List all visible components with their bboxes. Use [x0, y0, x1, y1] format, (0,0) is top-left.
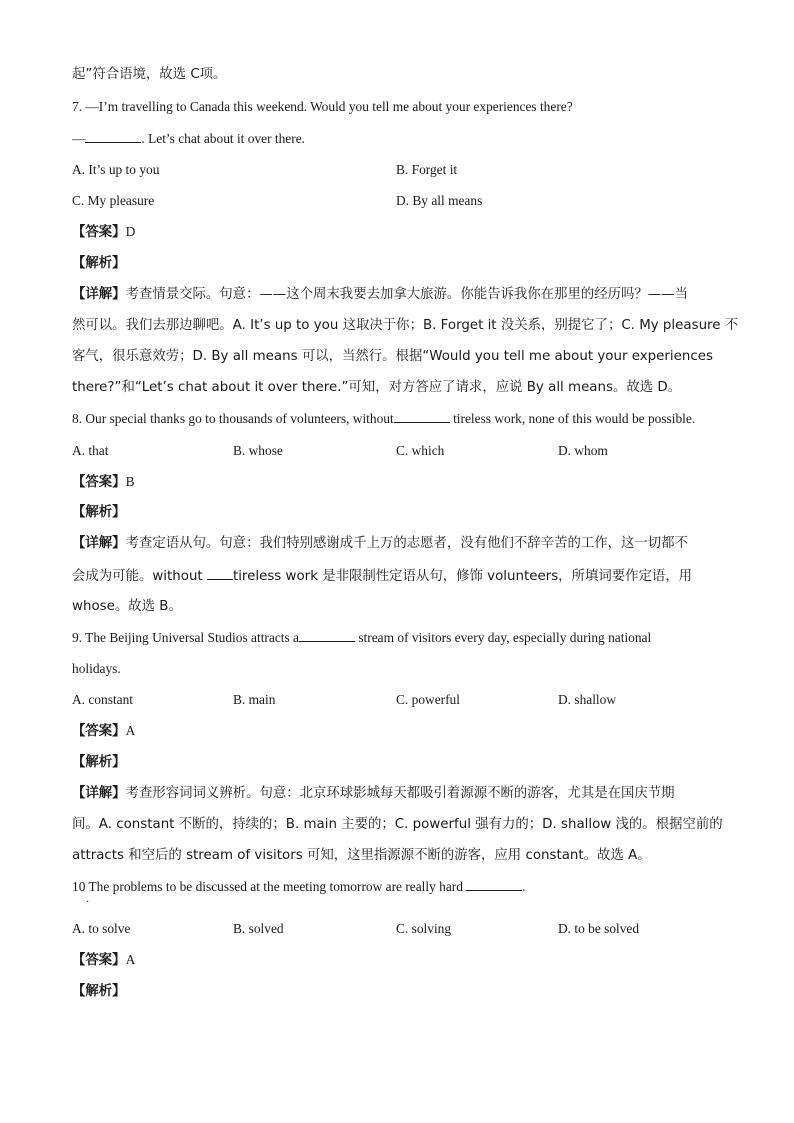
detail-line: [72, 567, 692, 586]
answer-tag: 【答案】: [72, 724, 126, 739]
question-7-stem: 7. —I’m travelling to Canada this weekend. Would you tell me about your experiences there?: [72, 99, 573, 114]
stem-part: 10 The problems to be discussed at the meeting tomorrow are really hard: [72, 879, 467, 894]
detail-line: 客气，很乐意效劳；D. By all means 可以，当然行。根据“Would you tell me about your experiences: [72, 349, 713, 364]
option-c: C. which: [396, 443, 445, 458]
answer-value: A: [125, 952, 136, 967]
question-7-reply: . Let’s chat about it over there.: [141, 131, 305, 146]
question-9-stem-continued: holidays.: [72, 661, 121, 676]
detail-tag: 【详解】: [72, 536, 126, 551]
detail-text: 考查情景交际。句意：——这个周末我要去加拿大旅游。你能告诉我你在那里的经历吗？——当: [125, 287, 688, 302]
answer-value: B: [125, 474, 135, 489]
detail-line: 然可以。我们去那边聊吧。A. It’s up to you 这取决于你；B. Forget it 没关系，别提它了；C. My pleasure 不: [72, 318, 739, 333]
stray-dot: ·: [86, 897, 90, 908]
detail-line: [72, 785, 675, 803]
answer-blank: [394, 410, 450, 423]
option-d: D. By all means: [396, 193, 483, 208]
stem-part: tireless work, none of this would be possible.: [453, 411, 696, 426]
detail-text: 会成为可能。without: [72, 569, 207, 584]
analysis-tag: 【解析】: [72, 984, 126, 999]
analysis-tag: 【解析】: [72, 256, 126, 271]
dash: —: [72, 131, 86, 146]
option-b: B. Forget it: [396, 162, 458, 177]
analysis-tag: 【解析】: [72, 755, 126, 770]
answer-blank: [299, 629, 355, 642]
question-9-stem: [72, 629, 651, 647]
detail-line: attracts 和空后的 stream of visitors 可知，这里指源源不断的游客，应用 constant。故选 A。: [72, 848, 651, 863]
detail-tag: 【详解】: [72, 786, 126, 801]
answer-value: A: [125, 723, 136, 738]
option-b: B. whose: [233, 443, 283, 458]
detail-tag: 【详解】: [72, 287, 126, 302]
option-a: A. that: [72, 443, 109, 458]
answer-line: [72, 722, 135, 741]
stem-part: stream of visitors every day, especially during national: [354, 630, 652, 645]
answer-tag: 【答案】: [72, 953, 126, 968]
answer-tag: 【答案】: [72, 225, 126, 240]
answer-tag: 【答案】: [72, 475, 126, 490]
stem-part: 8. Our special thanks go to thousands of volunteers, without: [72, 411, 394, 426]
option-a: A. to solve: [72, 921, 131, 936]
analysis-tag: 【解析】: [72, 505, 126, 520]
option-c: C. solving: [396, 921, 452, 936]
stem-part: .: [522, 879, 526, 894]
question-7-dialogue: [72, 130, 305, 148]
stem-part: 9. The Beijing Universal Studios attracts a: [72, 630, 299, 645]
answer-blank: [207, 567, 233, 580]
option-c: C. powerful: [396, 692, 460, 707]
detail-line: [72, 286, 688, 304]
answer-blank: [466, 878, 522, 891]
option-a: A. It’s up to you: [72, 162, 160, 177]
text-line: 起”符合语境，故选 C项。: [72, 67, 227, 82]
option-c: C. My pleasure: [72, 193, 155, 208]
detail-line: 间。A. constant 不断的，持续的；B. main 主要的；C. powerful 强有力的；D. shallow 浅的。根据空前的: [72, 817, 723, 832]
answer-value: D: [125, 224, 136, 239]
detail-text: 考查形容词词义辨析。句意：北京环球影城每天都吸引着源源不断的游客，尤其是在国庆节期: [125, 786, 675, 801]
option-b: B. solved: [233, 921, 284, 936]
question-8-stem: [72, 410, 695, 428]
option-a: A. constant: [72, 692, 133, 707]
detail-line: whose。故选 B。: [72, 599, 182, 614]
answer-line: [72, 473, 135, 492]
option-d: D. whom: [558, 443, 608, 458]
option-d: D. shallow: [558, 692, 617, 707]
answer-blank: [85, 130, 141, 143]
detail-line: [72, 535, 688, 553]
answer-line: [72, 951, 135, 970]
question-10-stem: [72, 878, 526, 896]
detail-text: tireless work 是非限制性定语从句，修饰 volunteers，所填词要作定语，用: [232, 569, 693, 584]
detail-line: there?”和“Let’s chat about it over there.”可知，对方答应了请求，应说 By all means。故选 D。: [72, 380, 682, 395]
option-d: D. to be solved: [558, 921, 640, 936]
answer-line: [72, 223, 135, 242]
option-b: B. main: [233, 692, 276, 707]
detail-text: 考查定语从句。句意：我们特别感谢成千上万的志愿者，没有他们不辞辛苦的工作，这一切都不: [125, 536, 688, 551]
